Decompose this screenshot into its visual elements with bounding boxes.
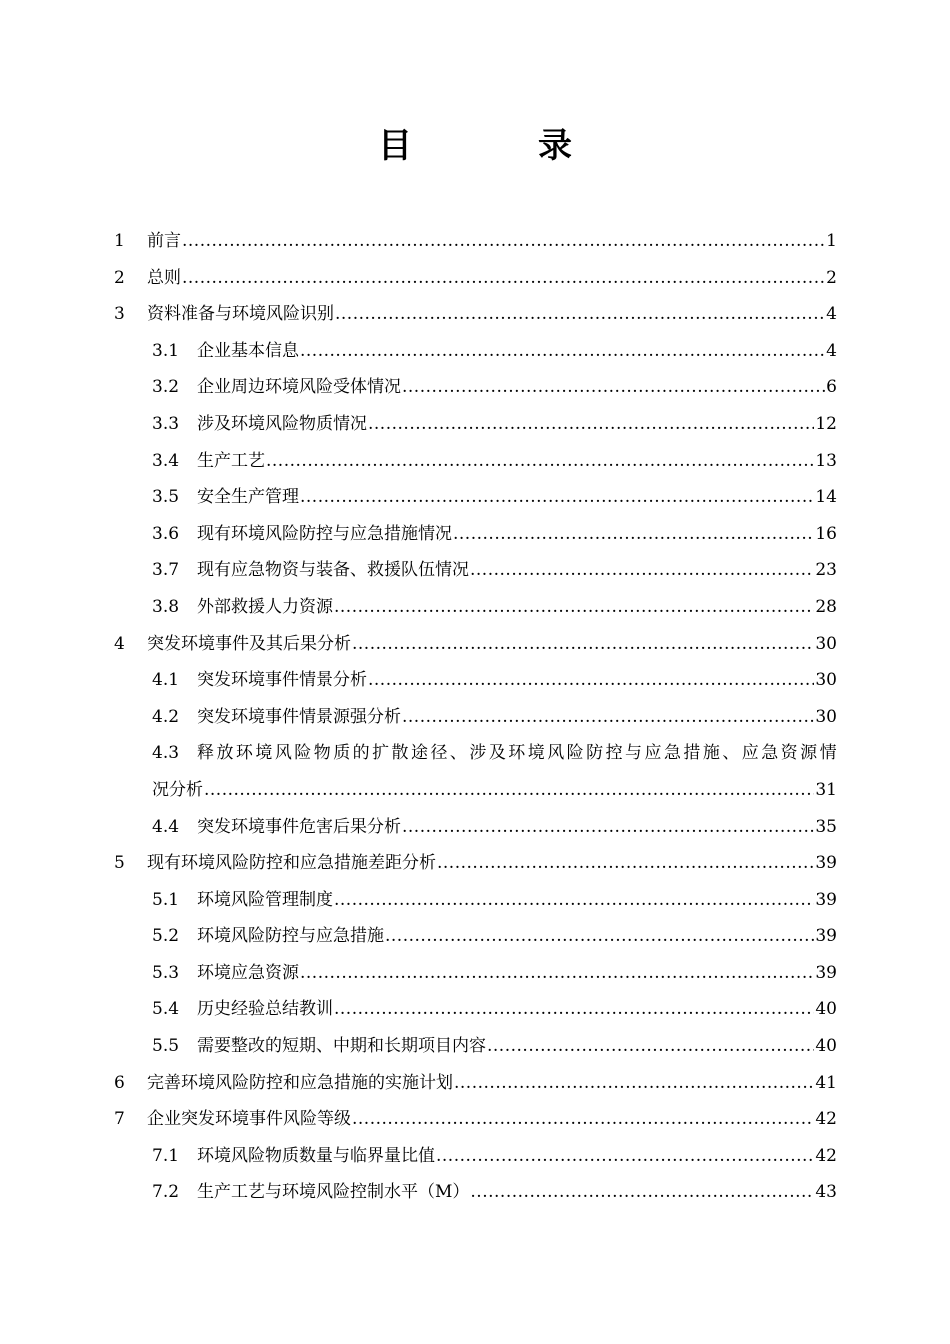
toc-entry-number: 7.2 bbox=[152, 1182, 180, 1203]
toc-entry[interactable] bbox=[0, 809, 950, 846]
toc-entry-number: 7.1 bbox=[152, 1145, 180, 1166]
toc-entry-page: 6 bbox=[826, 377, 837, 398]
toc-entry-title: 突发环境事件及其后果分析 bbox=[147, 633, 351, 654]
toc-entry-page: 39 bbox=[815, 889, 837, 910]
page-title: 目 录 bbox=[378, 126, 618, 166]
toc-entry-number: 4.3 bbox=[152, 743, 180, 764]
toc-entry[interactable] bbox=[0, 443, 950, 480]
dot-leader bbox=[470, 1174, 814, 1211]
toc-entry-title: 安全生产管理 bbox=[197, 487, 299, 508]
toc-entry-page: 39 bbox=[815, 853, 837, 874]
toc-entry-title: 突发环境事件情景源强分析 bbox=[197, 706, 401, 727]
dot-leader bbox=[470, 552, 814, 589]
toc-entry-title: 历史经验总结教训 bbox=[197, 999, 333, 1020]
toc-entry-page: 1 bbox=[826, 231, 837, 251]
toc-entry-page: 2 bbox=[826, 267, 837, 288]
toc-entry-title: 环境风险物质数量与临界量比值 bbox=[197, 1145, 435, 1166]
toc-entry[interactable] bbox=[0, 296, 950, 333]
toc-entry-title: 环境应急资源 bbox=[197, 962, 299, 983]
dot-leader bbox=[487, 1028, 814, 1065]
toc-entry-number: 3 bbox=[114, 304, 125, 325]
toc-entry-number: 7 bbox=[114, 1109, 125, 1130]
toc-entry-page: 42 bbox=[815, 1109, 837, 1130]
toc-entry-number: 5.3 bbox=[152, 962, 180, 983]
toc-entry-title: 企业基本信息 bbox=[197, 340, 299, 361]
toc-entry-number: 2 bbox=[114, 267, 125, 288]
toc-entry-page: 40 bbox=[815, 999, 837, 1020]
toc-entry-number: 3.4 bbox=[152, 450, 180, 471]
dot-leader bbox=[402, 809, 814, 846]
toc-entry-number: 3.1 bbox=[152, 340, 180, 361]
toc-entry-title: 生产工艺 bbox=[197, 450, 265, 471]
dot-leader bbox=[385, 918, 814, 955]
dot-leader bbox=[368, 406, 814, 443]
toc-entry[interactable] bbox=[0, 1101, 950, 1138]
toc-entry-number: 5.4 bbox=[152, 999, 180, 1020]
toc-entry-page: 30 bbox=[815, 633, 837, 654]
toc-entry-title: 环境风险管理制度 bbox=[197, 889, 333, 910]
toc-entry-number: 5.2 bbox=[152, 926, 180, 947]
dot-leader bbox=[182, 260, 825, 297]
toc-entry-number: 5.5 bbox=[152, 1036, 180, 1057]
toc-entry[interactable] bbox=[0, 662, 950, 699]
toc-entry-title: 资料准备与环境风险识别 bbox=[147, 304, 334, 325]
toc-entry-title: 环境风险防控与应急措施 bbox=[197, 926, 384, 947]
toc-entry-number: 5.1 bbox=[152, 889, 180, 910]
toc-entry-page: 23 bbox=[815, 560, 837, 581]
toc-entry-number: 4.2 bbox=[152, 706, 180, 727]
dot-leader bbox=[368, 662, 814, 699]
dot-leader bbox=[454, 1065, 814, 1102]
toc-entry-page: 28 bbox=[815, 596, 837, 617]
dot-leader bbox=[453, 516, 814, 553]
toc-entry[interactable] bbox=[0, 552, 950, 589]
dot-leader bbox=[352, 626, 814, 663]
toc-entry-title: 突发环境事件情景分析 bbox=[197, 670, 367, 691]
toc-entry-number: 3.7 bbox=[152, 560, 180, 581]
toc-entry-page: 31 bbox=[815, 779, 837, 800]
toc-entry-page: 14 bbox=[815, 487, 837, 508]
toc-entry-title-line1: 释放环境风险物质的扩散途径、涉及环境风险防控与应急措施、应急资源情 bbox=[197, 743, 837, 764]
toc-entry-number: 5 bbox=[114, 853, 125, 874]
toc-entry-page: 30 bbox=[815, 706, 837, 727]
toc-entry[interactable] bbox=[0, 991, 950, 1028]
table-of-contents bbox=[0, 223, 950, 1211]
toc-entry-number: 3.2 bbox=[152, 377, 180, 398]
toc-entry-title: 企业突发环境事件风险等级 bbox=[147, 1109, 351, 1130]
toc-entry-title: 完善环境风险防控和应急措施的实施计划 bbox=[147, 1072, 453, 1093]
toc-entry-page: 42 bbox=[815, 1145, 837, 1166]
toc-entry-page: 16 bbox=[815, 523, 837, 544]
dot-leader bbox=[437, 845, 814, 882]
toc-entry-continuation[interactable] bbox=[0, 772, 950, 809]
dot-leader bbox=[334, 991, 814, 1028]
toc-entry[interactable] bbox=[0, 882, 950, 919]
toc-entry-title: 现有环境风险防控和应急措施差距分析 bbox=[147, 853, 436, 874]
toc-entry-page: 41 bbox=[815, 1072, 837, 1093]
toc-entry-page: 13 bbox=[815, 450, 837, 471]
toc-entry-title: 突发环境事件危害后果分析 bbox=[197, 816, 401, 837]
toc-entry-title: 现有应急物资与装备、救援队伍情况 bbox=[197, 560, 469, 581]
toc-entry[interactable] bbox=[0, 1138, 950, 1175]
toc-entry-number: 6 bbox=[114, 1072, 125, 1093]
toc-entry[interactable] bbox=[0, 223, 950, 260]
toc-entry-number: 3.5 bbox=[152, 487, 180, 508]
dot-leader bbox=[334, 589, 814, 626]
dot-leader bbox=[402, 699, 814, 736]
toc-entry[interactable] bbox=[0, 589, 950, 626]
toc-entry[interactable] bbox=[0, 1174, 950, 1211]
toc-entry-title: 现有环境风险防控与应急措施情况 bbox=[197, 523, 452, 544]
toc-entry-number: 3.3 bbox=[152, 413, 180, 434]
toc-entry[interactable] bbox=[0, 626, 950, 663]
toc-entry-page: 4 bbox=[826, 304, 837, 325]
toc-entry[interactable] bbox=[0, 845, 950, 882]
toc-entry[interactable] bbox=[0, 406, 950, 443]
toc-entry-title: 生产工艺与环境风险控制水平（M） bbox=[197, 1182, 470, 1203]
toc-entry-number: 1 bbox=[114, 231, 125, 251]
dot-leader bbox=[266, 443, 814, 480]
toc-entry[interactable] bbox=[0, 955, 950, 992]
dot-leader bbox=[204, 772, 814, 809]
toc-entry[interactable] bbox=[0, 735, 950, 772]
toc-entry[interactable] bbox=[0, 1065, 950, 1102]
toc-entry[interactable] bbox=[0, 516, 950, 553]
toc-entry-title: 外部救援人力资源 bbox=[197, 596, 333, 617]
toc-entry[interactable] bbox=[0, 918, 950, 955]
toc-entry-page: 35 bbox=[815, 816, 837, 837]
toc-entry-page: 43 bbox=[815, 1182, 837, 1203]
toc-entry-number: 3.6 bbox=[152, 523, 180, 544]
toc-entry-title: 企业周边环境风险受体情况 bbox=[197, 377, 401, 398]
toc-entry[interactable] bbox=[0, 260, 950, 297]
dot-leader bbox=[436, 1138, 814, 1175]
toc-entry-page: 39 bbox=[815, 926, 837, 947]
toc-entry-title: 涉及环境风险物质情况 bbox=[197, 413, 367, 434]
toc-entry[interactable] bbox=[0, 1028, 950, 1065]
dot-leader bbox=[300, 955, 814, 992]
toc-entry[interactable] bbox=[0, 479, 950, 516]
dot-leader bbox=[300, 333, 825, 370]
toc-entry-page: 30 bbox=[815, 670, 837, 691]
dot-leader bbox=[352, 1101, 814, 1138]
toc-entry-page: 4 bbox=[826, 340, 837, 361]
toc-entry-number: 4.4 bbox=[152, 816, 180, 837]
dot-leader bbox=[334, 882, 814, 919]
dot-leader bbox=[335, 296, 825, 333]
toc-entry[interactable] bbox=[0, 333, 950, 370]
dot-leader bbox=[300, 479, 814, 516]
dot-leader bbox=[402, 369, 825, 406]
toc-entry-number: 4 bbox=[114, 633, 125, 654]
toc-entry-title: 前言 bbox=[147, 231, 181, 251]
dot-leader bbox=[182, 223, 825, 260]
toc-entry[interactable] bbox=[0, 699, 950, 736]
toc-entry-title: 需要整改的短期、中期和长期项目内容 bbox=[197, 1036, 486, 1057]
toc-entry-number: 4.1 bbox=[152, 670, 180, 691]
toc-entry-page: 12 bbox=[815, 413, 837, 434]
toc-entry-page: 40 bbox=[815, 1036, 837, 1057]
toc-entry-number: 3.8 bbox=[152, 596, 180, 617]
toc-entry-title: 总则 bbox=[147, 267, 181, 288]
toc-entry-title-line2: 况分析 bbox=[152, 779, 203, 800]
toc-entry-page: 39 bbox=[815, 962, 837, 983]
toc-entry[interactable] bbox=[0, 369, 950, 406]
